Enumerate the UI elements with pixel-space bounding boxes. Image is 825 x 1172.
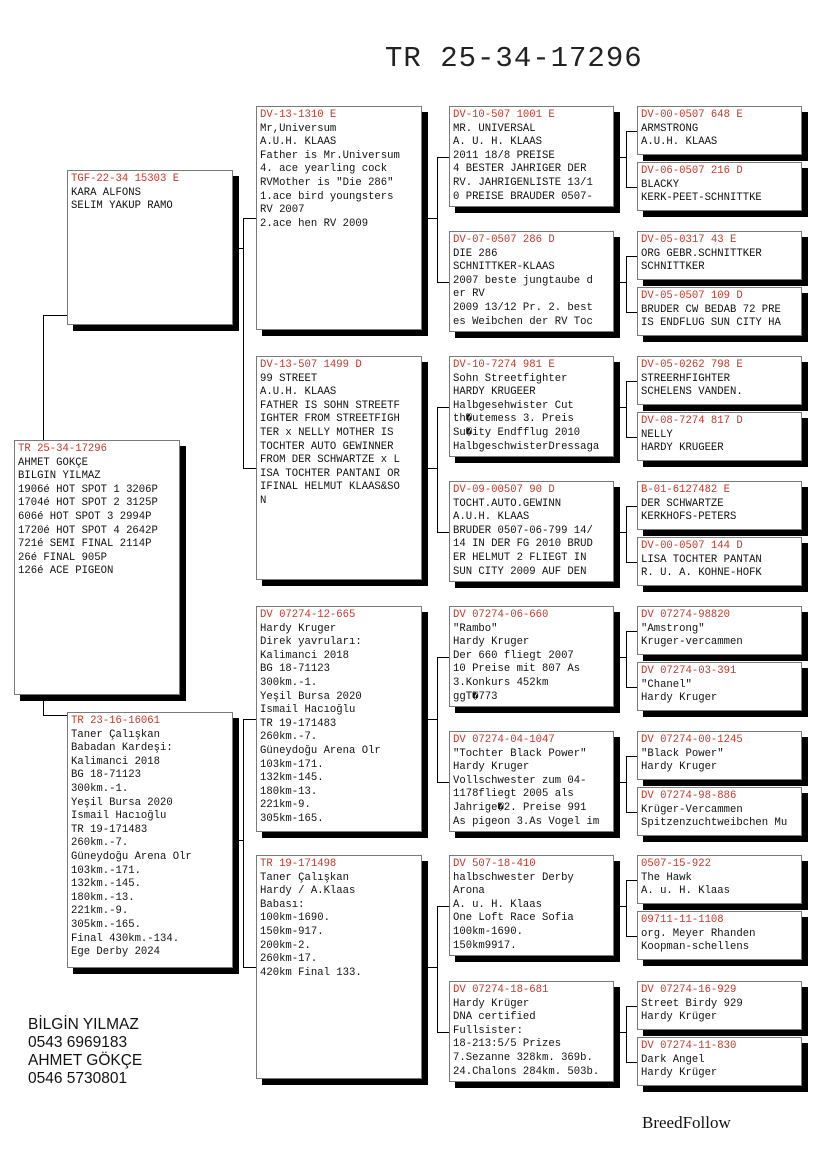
pedigree-line: 2009 13/12 Pr. 2. best <box>453 301 593 314</box>
connector-line <box>626 506 637 507</box>
pedigree-line: er RV <box>453 288 485 301</box>
connector-line <box>626 631 627 687</box>
connector-line <box>626 437 637 438</box>
contact-info <box>28 1016 142 1088</box>
pedigree-line: HalbgeschwisterDressaga <box>453 440 600 453</box>
pedigree-line: 260km.-7. <box>260 731 318 744</box>
pedigree-line: 4 BESTER JAHRİGER DER <box>453 163 587 176</box>
pedigree-box-great-great-grandparent[interactable] <box>637 287 802 336</box>
ring-number: DV-05-0317 43 E <box>641 234 737 246</box>
pedigree-line: Taner Çalışkan <box>71 728 161 741</box>
ring-number: TR 23-16-16061 <box>71 715 161 727</box>
pedigree-line: BRUDER CW BEDAB 72 PRE <box>641 303 781 316</box>
connector-line <box>437 657 438 782</box>
connector-line <box>626 936 637 937</box>
ring-number: DV-09-00507 90 D <box>453 484 555 496</box>
pedigree-line: 221km.-9. <box>71 905 129 918</box>
pedigree-line: 2007 beste jungtaube d <box>453 274 593 287</box>
pedigree-box-great-great-grandparent[interactable] <box>637 662 802 711</box>
pedigree-line: Hardy Kruger <box>260 622 337 635</box>
pedigree-line: 132km.-145. <box>71 878 141 891</box>
pedigree-line: Mr,Universum <box>260 122 337 135</box>
pedigree-line: RV 2007 <box>260 204 305 217</box>
pedigree-line: Direk yavruları: <box>260 636 362 649</box>
pedigree-box-grandparent[interactable] <box>256 855 422 1079</box>
pedigree-box-great-grandparent[interactable] <box>449 481 614 582</box>
pedigree-line: Street Birdy 929 <box>641 997 743 1010</box>
pedigree-line: Jahrige�2. Preise 991 <box>453 801 587 814</box>
pedigree-line: A. u. H. Klaas <box>453 898 543 911</box>
pedigree-line: 26é FİNAL 905P <box>18 551 108 564</box>
pedigree-line: Yeşil Bursa 2020 <box>260 690 362 703</box>
connector-line <box>626 1062 637 1063</box>
pedigree-box-grandparent[interactable] <box>256 356 422 580</box>
pedigree-line: LİSA TOCHTER PANTAN <box>641 553 762 566</box>
pedigree-line: 10 Preise mit 807 As <box>453 663 581 676</box>
ring-number: DV-10-7274 981 E <box>453 359 555 371</box>
pedigree-line: 200km-2. <box>260 939 311 952</box>
pedigree-line: "Amstrong" <box>641 622 705 635</box>
pedigree-line: Yeşil Bursa 2020 <box>71 796 173 809</box>
connector-line <box>43 715 67 716</box>
pedigree-line: Hardy Krüger <box>641 1011 718 1024</box>
pedigree-line: KARA ALFONS <box>71 186 141 199</box>
pedigree-line: As pigeon 3.As Vogel im <box>453 815 600 828</box>
pedigree-line: 150km9917. <box>453 939 517 952</box>
connector-line <box>437 157 438 282</box>
pedigree-line: RV. JAHRİGENLİSTE 13/1 <box>453 176 593 189</box>
pedigree-box-grandparent[interactable] <box>256 106 422 330</box>
pedigree-line: A.U.H. KLAAS <box>260 386 337 399</box>
connector-line <box>437 407 438 532</box>
pedigree-box-great-great-grandparent[interactable] <box>637 162 802 211</box>
pedigree-line: MR. UNİVERSAL <box>453 122 536 135</box>
connector-line <box>437 782 449 783</box>
pedigree-line: Koopman-schellens <box>641 941 750 954</box>
connector-line <box>243 719 256 720</box>
pedigree-line: 1.ace bird youngsters <box>260 190 394 203</box>
pedigree-line: 7.Sezanne 328km. 369b. <box>453 1051 593 1064</box>
pedigree-box-great-great-grandparent[interactable] <box>637 1037 802 1086</box>
pedigree-line: 126é ACE PIGEON <box>18 565 114 578</box>
connector-line <box>626 1006 637 1007</box>
ring-number: DV-13-1310 E <box>260 109 337 121</box>
connector-line <box>626 631 637 632</box>
ring-number: DV 07274-06-660 <box>453 609 549 621</box>
ring-number: B-01-6127482 E <box>641 484 731 496</box>
pedigree-line: TR 19-171483 <box>260 717 337 730</box>
ring-number: DV-13-507 1499 D <box>260 359 362 371</box>
pedigree-line: A. u. H. Klaas <box>641 885 731 898</box>
connector-line <box>626 131 637 132</box>
pedigree-line: 99 STREET <box>260 372 318 385</box>
pedigree-line: İsmail Hacıoğlu <box>260 704 356 717</box>
pedigree-line: TER x NELLY MOTHER IS <box>260 426 394 439</box>
ring-number: DV-05-0507 109 D <box>641 290 743 302</box>
connector-line <box>626 880 627 936</box>
pedigree-line: 4. ace yearling cock <box>260 163 388 176</box>
pedigree-line: 2.ace hen RV 2009 <box>260 217 369 230</box>
pedigree-line: Fullsister: <box>453 1024 523 1037</box>
ring-number: DV 07274-03-391 <box>641 665 737 677</box>
pedigree-box-great-great-grandparent[interactable] <box>637 731 802 780</box>
pedigree-line: A.U.H. KLAAS <box>260 136 337 149</box>
pedigree-box-great-great-grandparent[interactable] <box>637 412 802 461</box>
pedigree-line: Su�ity Endfflug 2010 <box>453 426 581 439</box>
connector-line <box>626 187 637 188</box>
pedigree-line: 0 PREİSE BRAUDER 0507- <box>453 190 593 203</box>
pedigree-line: İSA TOCHTER PANTANİ OR <box>260 467 400 480</box>
pedigree-line: 721é SEMİ FİNAL 2114P <box>18 538 152 551</box>
pedigree-line: BG 18-71123 <box>71 769 141 782</box>
pedigree-box-great-great-grandparent[interactable] <box>637 231 802 280</box>
pedigree-line: BRUDER 0507-06-799 14/ <box>453 524 593 537</box>
pedigree-line: Güneydoğu Arena Olr <box>71 850 192 863</box>
pedigree-line: Hardy Kruger <box>453 636 530 649</box>
pedigree-box-dam[interactable] <box>67 712 233 968</box>
pedigree-line: 3.Konkurs 452km <box>453 676 549 689</box>
pedigree-line: STREERHFİGHTER <box>641 372 731 385</box>
pedigree-line: KERKHOFS-PETERS <box>641 511 737 524</box>
ring-number: DV-05-0262 798 E <box>641 359 743 371</box>
pedigree-line: ARMSTRONG <box>641 122 699 135</box>
pedigree-line: BİLGİN YILMAZ <box>18 470 101 483</box>
pedigree-line: 420km Final 133. <box>260 966 362 979</box>
ring-number: DV-07-0507 286 D <box>453 234 555 246</box>
pedigree-line: Hardy / A.Klaas <box>260 885 356 898</box>
pedigree-box-great-great-grandparent[interactable] <box>637 855 802 904</box>
pedigree-line: Güneydoğu Arena Olr <box>260 744 381 757</box>
pedigree-line: KERK-PEET-SCHNİTTKE <box>641 192 762 205</box>
pedigree-line: Der 660 fliegt 2007 <box>453 649 574 662</box>
pedigree-line: 18-213:5/5 Prizes <box>453 1038 562 1051</box>
pedigree-line: DİE 286 <box>453 247 498 260</box>
connector-line <box>626 812 637 813</box>
connector-line <box>437 532 449 533</box>
ring-number: DV 507-18-410 <box>453 858 536 870</box>
pedigree-line: ORG GEBR.SCHNİTTKER <box>641 247 762 260</box>
pedigree-line: Kruger-vercammen <box>641 636 743 649</box>
pedigree-line: İS ENDFLUG SUN CİTY HA <box>641 317 781 330</box>
pedigree-line: R. U. A. KÖHNE-HOFK <box>641 567 762 580</box>
ring-number: DV-08-7274 817 D <box>641 415 743 427</box>
pedigree-box-grandparent[interactable] <box>256 606 422 832</box>
connector-line <box>626 506 627 562</box>
pedigree-line: 103km-171. <box>260 758 324 771</box>
connector-line <box>626 756 627 812</box>
ring-number: DV-00-0507 144 D <box>641 540 743 552</box>
pedigree-line: 1720é HOT SPOT 4 2642P <box>18 524 158 537</box>
pedigree-line: NELLY <box>641 428 673 441</box>
pedigree-box-sire[interactable] <box>67 170 233 325</box>
connector-line <box>626 687 637 688</box>
pedigree-line: 1704é HOT SPOT 2 3125P <box>18 497 158 510</box>
pedigree-line: A.U.H. KLAAS <box>453 511 530 524</box>
connector-line <box>626 880 637 881</box>
ring-number: DV 07274-18-681 <box>453 984 549 996</box>
ring-number: DV 07274-98-886 <box>641 790 737 802</box>
contact-name-1: BİLGİN YILMAZ <box>28 1016 139 1033</box>
pedigree-line: 180km-13. <box>260 785 318 798</box>
pedigree-box-great-grandparent[interactable] <box>449 356 614 457</box>
ring-number: 0507-15-922 <box>641 858 711 870</box>
pedigree-line: Sohn Streetfighter <box>453 372 568 385</box>
pedigree-line: ggT�773 <box>453 690 498 703</box>
pedigree-line: Hardy Kruger <box>453 761 530 774</box>
pedigree-line: 150km-917. <box>260 925 324 938</box>
pedigree-line: th�utemess 3. Preis <box>453 413 574 426</box>
pedigree-line: 180km.-13. <box>71 891 135 904</box>
pedigree-line: Final 430km.-134. <box>71 932 180 945</box>
pedigree-line: FATHER İS SOHN STREETF <box>260 399 400 412</box>
pedigree-line: 14 IN DER FG 2010 BRUD <box>453 538 593 551</box>
pedigree-line: Kalimanci 2018 <box>71 755 161 768</box>
pedigree-box-great-great-grandparent[interactable] <box>637 911 802 960</box>
pedigree-line: SUN CİTY 2009 AUF DEN <box>453 565 587 578</box>
ring-number: TGF-22-34 15303 E <box>71 173 180 185</box>
pedigree-line: Vollschwester zum 04- <box>453 774 587 787</box>
pedigree-line: "Tochter Black Power" <box>453 747 587 760</box>
pedigree-line: HARDY KRÜGEER <box>453 386 536 399</box>
pedigree-line: "Chanel" <box>641 678 692 691</box>
connector-line <box>626 562 637 563</box>
pedigree-line: 300km.-1. <box>260 676 318 689</box>
connector-line <box>626 756 637 757</box>
ring-number: DV-00-0507 648 E <box>641 109 743 121</box>
pedigree-line: Babadan Kardeşi: <box>71 742 173 755</box>
connector-line <box>428 218 437 219</box>
connector-line <box>437 906 438 1032</box>
connector-line <box>626 381 637 382</box>
pedigree-line: "Black Power" <box>641 747 724 760</box>
pedigree-line: es Weibchen der RV Toc <box>453 315 593 328</box>
pedigree-line: A.U.H. KLAAS <box>641 136 718 149</box>
connector-line <box>243 719 244 967</box>
ring-number: DV-06-0507 216 D <box>641 165 743 177</box>
pedigree-line: İFİNAL HELMUT KLAAS&SO <box>260 481 400 494</box>
pedigree-line: Dark Angel <box>641 1053 705 1066</box>
pedigree-box-subject[interactable] <box>14 440 180 695</box>
pedigree-box-great-grandparent[interactable] <box>449 231 614 332</box>
connector-line <box>43 315 67 316</box>
pedigree-line: 1906é HOT SPOT 1 3206P <box>18 483 158 496</box>
pedigree-line: TR 19-171483 <box>71 823 148 836</box>
pedigree-line: Halbgesehwister Cut <box>453 399 574 412</box>
connector-line <box>437 407 449 408</box>
connector-line <box>626 381 627 437</box>
pedigree-line: 2011 18/8 PREİSE <box>453 149 555 162</box>
pedigree-box-great-grandparent[interactable] <box>449 731 614 832</box>
pedigree-line: N <box>260 494 267 507</box>
ring-number: DV 07274-00-1245 <box>641 734 743 746</box>
connector-line <box>437 157 449 158</box>
pedigree-box-great-grandparent[interactable] <box>449 606 614 707</box>
pedigree-box-great-grandparent[interactable] <box>449 981 614 1082</box>
pedigree-line: DNA certified <box>453 1011 536 1024</box>
connector-line <box>626 256 637 257</box>
pedigree-line: BG 18-71123 <box>260 663 330 676</box>
pedigree-line: İsmail Hacıoğlu <box>71 810 167 823</box>
pedigree-line: Hardy Kruger <box>641 761 718 774</box>
pedigree-line: Babası: <box>260 898 305 911</box>
pedigree-line: AHMET GÖKÇE <box>18 456 88 469</box>
connector-line <box>437 906 449 907</box>
pedigree-box-great-great-grandparent[interactable] <box>637 606 802 655</box>
pedigree-line: 24.Chalons 284km. 503b. <box>453 1065 600 1078</box>
pedigree-line: 100km-1690. <box>453 925 523 938</box>
pedigree-line: SCHELENS VANDEN. <box>641 386 743 399</box>
connector-line <box>626 312 637 313</box>
pedigree-line: SCHNİTTKER-KLAAS <box>453 261 555 274</box>
pedigree-line: ER HELMUT 2 FLİEGT İN <box>453 551 587 564</box>
pedigree-box-great-grandparent[interactable] <box>449 106 614 207</box>
contact-name-2: AHMET GÖKÇE <box>28 1052 143 1069</box>
connector-line <box>626 256 627 312</box>
pedigree-line: RVMother is "Die 286" <box>260 176 394 189</box>
pedigree-line: 606é HOT SPOT 3 2994P <box>18 510 152 523</box>
ring-number: DV-10-507 1001 E <box>453 109 555 121</box>
pedigree-box-great-great-grandparent[interactable] <box>637 787 802 836</box>
pedigree-line: SCHNİTTKER <box>641 261 705 274</box>
pedigree-line: 103km.-171. <box>71 864 141 877</box>
pedigree-line: Kalimanci 2018 <box>260 649 350 662</box>
pedigree-line: Taner Çalışkan <box>260 871 350 884</box>
connector-line <box>428 468 437 469</box>
pedigree-line: DER SCHWARTZE <box>641 497 724 510</box>
pedigree-box-great-great-grandparent[interactable] <box>637 481 802 530</box>
ring-number: DV 07274-04-1047 <box>453 734 555 746</box>
pedigree-line: TOCHT.AUTO.GEWİNN <box>453 497 562 510</box>
contact-phone-2: 0546 5730801 <box>28 1070 128 1087</box>
pedigree-line: İGHTER FROM STREETFİGH <box>260 413 400 426</box>
pedigree-box-great-great-grandparent[interactable] <box>637 537 802 586</box>
connector-line <box>437 282 449 283</box>
pedigree-line: Hardy Krüger <box>641 1067 718 1080</box>
connector-line <box>428 719 437 720</box>
ring-number: DV 07274-12-665 <box>260 609 356 621</box>
brand-logo-text: BreedFollow <box>642 1113 731 1132</box>
pedigree-line: org. Meyer Rhanden <box>641 927 756 940</box>
pedigree-line: 305km.-165. <box>71 918 141 931</box>
connector-line <box>243 218 244 468</box>
pedigree-box-great-grandparent[interactable] <box>449 855 614 956</box>
pedigree-line: SELİM YAKUP RAMO <box>71 200 173 213</box>
ring-number: 09711-11-1108 <box>641 914 724 926</box>
pedigree-line: TOCHTER AUTO GEWİNNER <box>260 440 394 453</box>
pedigree-line: 132km-145. <box>260 772 324 785</box>
pedigree-line: 1178fliegt 2005 als <box>453 788 574 801</box>
pedigree-line: Spitzenzuchtweibchen Mu <box>641 817 788 830</box>
pedigree-line: "Rambo" <box>453 622 498 635</box>
pedigree-line: Father is Mr.Universum <box>260 149 400 162</box>
pedigree-line: 300km.-1. <box>71 782 129 795</box>
pedigree-line: Hardy Kruger <box>641 692 718 705</box>
pedigree-line: Ege Derby 2024 <box>71 946 161 959</box>
connector-line <box>626 1006 627 1062</box>
pedigree-line: HARDY KRÜGEER <box>641 442 724 455</box>
pedigree-line: One Loft Race Sofia <box>453 912 574 925</box>
ring-number: DV 07274-16-929 <box>641 984 737 996</box>
ring-number: DV 07274-98820 <box>641 609 731 621</box>
ring-number: TR 19-171498 <box>260 858 337 870</box>
pedigree-title: TR 25-34-17296 <box>385 42 643 75</box>
pedigree-box-great-great-grandparent[interactable] <box>637 356 802 405</box>
ring-number: DV 07274-11-830 <box>641 1040 737 1052</box>
pedigree-line: FROM DER SCHWARTZE x L <box>260 454 400 467</box>
connector-line <box>43 315 44 440</box>
pedigree-line: Arona <box>453 885 485 898</box>
contact-phone-1: 0543 6969183 <box>28 1034 128 1051</box>
connector-line <box>437 1032 449 1033</box>
pedigree-line: halbschwester Derby <box>453 871 574 884</box>
pedigree-box-great-great-grandparent[interactable] <box>637 981 802 1030</box>
ring-number: TR 25-34-17296 <box>18 443 108 455</box>
pedigree-line: Hardy Krüger <box>453 997 530 1010</box>
connector-line <box>43 695 44 715</box>
pedigree-box-great-great-grandparent[interactable] <box>637 106 802 155</box>
connector-line <box>437 657 449 658</box>
pedigree-line: The Hawk <box>641 871 692 884</box>
pedigree-line: 305km-165. <box>260 812 324 825</box>
connector-line <box>243 468 256 469</box>
connector-line <box>243 218 256 219</box>
pedigree-line: 260km.-7. <box>71 837 129 850</box>
pedigree-line: 100km-1690. <box>260 912 330 925</box>
pedigree-line: 221km-9. <box>260 799 311 812</box>
pedigree-line: BLACKY <box>641 178 680 191</box>
connector-line <box>243 967 256 968</box>
connector-line <box>626 131 627 187</box>
pedigree-line: A. U. H. KLAAS <box>453 136 543 149</box>
connector-line <box>428 967 437 968</box>
pedigree-line: 260km-17. <box>260 953 318 966</box>
pedigree-line: Krüger-Vercammen <box>641 803 743 816</box>
